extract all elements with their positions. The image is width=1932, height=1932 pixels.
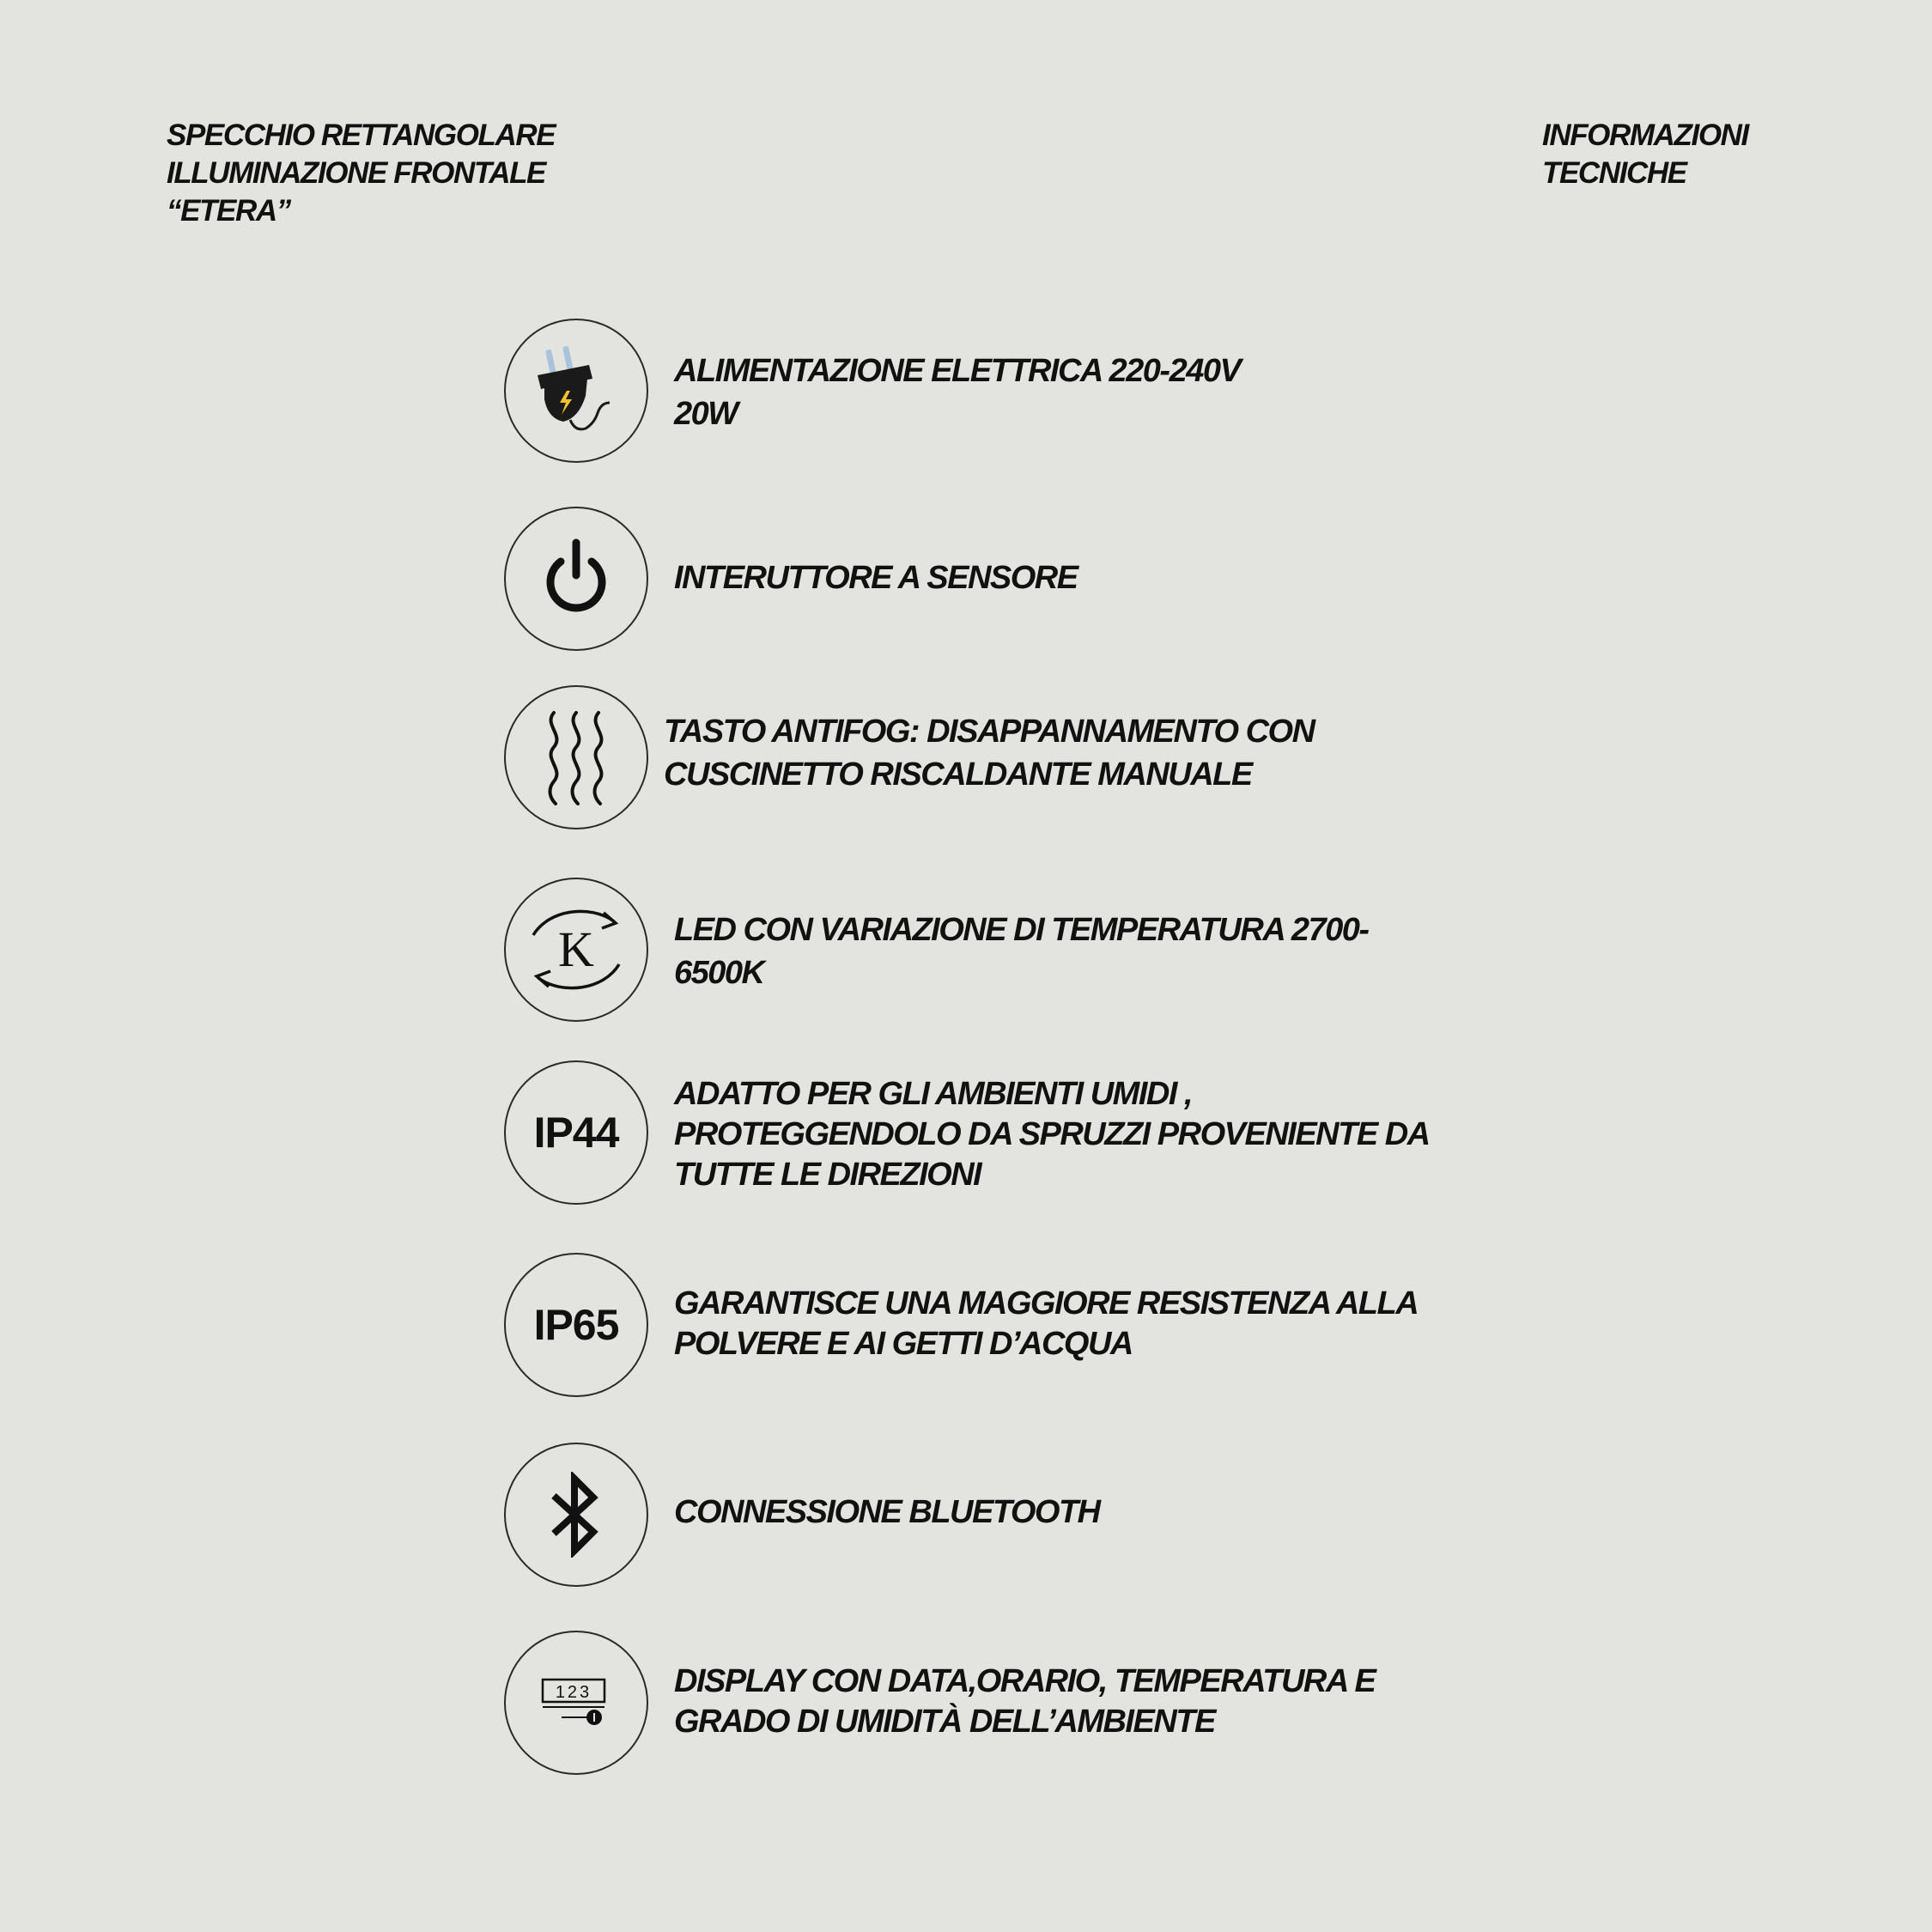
ip65-label: IP65: [533, 1301, 619, 1349]
feature-text-line: INTERUTTORE A SENSORE: [674, 560, 1078, 596]
feature-text: [674, 1284, 1418, 1364]
display-icon: [504, 1631, 648, 1775]
feature-text-line: CONNESSIONE BLUETOOTH: [674, 1494, 1100, 1530]
feature-text-line: 6500K: [674, 955, 764, 991]
feature-text-line: GARANTISCE UNA MAGGIORE RESISTENZA ALLA: [674, 1285, 1419, 1321]
product-title-line: ILLUMINAZIONE FRONTALE: [167, 156, 545, 190]
power-button-icon: [504, 507, 648, 651]
feature-text-line: GRADO DI UMIDITÀ DELL’AMBIENTE: [674, 1704, 1215, 1740]
section-title-line: INFORMAZIONI: [1542, 118, 1748, 152]
ip44-label: IP44: [533, 1109, 619, 1157]
heat-waves-icon: [504, 685, 648, 829]
feature-text: [674, 556, 1078, 599]
product-title-line: “ETERA”: [167, 194, 290, 228]
feature-text-line: TASTO ANTIFOG: DISAPPANNAMENTO CON: [664, 714, 1315, 750]
feature-text-line: TUTTE LE DIREZIONI: [674, 1157, 981, 1193]
feature-text-line: LED CON VARIAZIONE DI TEMPERATURA 2700-: [674, 912, 1369, 948]
feature-text: [674, 1491, 1100, 1534]
feature-text: [674, 1662, 1375, 1742]
product-title: [167, 117, 555, 230]
feature-text-line: 20W: [674, 396, 738, 432]
ip44-icon: [504, 1060, 648, 1205]
product-title-line: SPECCHIO RETTANGOLARE: [167, 118, 556, 152]
color-temperature-icon: [504, 878, 648, 1022]
feature-text-line: CUSCINETTO RISCALDANTE MANUALE: [664, 756, 1252, 793]
feature-text-line: POLVERE E AI GETTI D’ACQUA: [674, 1326, 1133, 1362]
ip65-icon: [504, 1253, 648, 1397]
display-digits: 123: [555, 1683, 592, 1702]
feature-text: [674, 908, 1369, 994]
feature-text: [664, 710, 1315, 796]
feature-text-line: ALIMENTAZIONE ELETTRICA 220-240V: [674, 353, 1241, 389]
feature-text: [674, 1074, 1430, 1195]
feature-text-line: ADATTO PER GLI AMBIENTI UMIDI ,: [674, 1076, 1193, 1112]
feature-text-line: PROTEGGENDOLO DA SPRUZZI PROVENIENTE DA: [674, 1116, 1430, 1152]
feature-text: [674, 349, 1240, 435]
power-plug-icon: [504, 319, 648, 463]
kelvin-symbol: K: [558, 921, 594, 977]
feature-text-line: DISPLAY CON DATA,ORARIO, TEMPERATURA E: [674, 1663, 1376, 1699]
bluetooth-icon: [504, 1443, 648, 1587]
section-title-line: TECNICHE: [1542, 156, 1686, 190]
section-title: [1542, 117, 1748, 192]
